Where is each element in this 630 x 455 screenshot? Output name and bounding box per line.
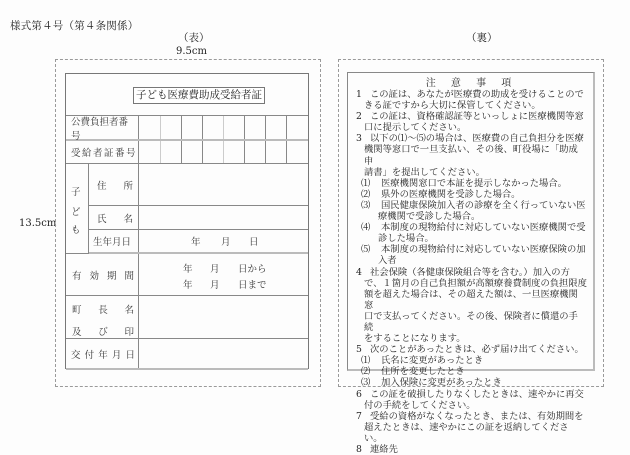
notice-item-7: 7 受給の資格がなくなったとき、または、有効期間を 超えたときは、速やかにこの証を返納してください。 — [356, 410, 584, 444]
birthdate-label: 生年月日 — [93, 237, 132, 248]
recipient-number-row — [66, 141, 308, 164]
front-card-table — [65, 73, 309, 369]
title-row — [66, 74, 308, 116]
public-payer-number-row — [66, 116, 308, 141]
child-group-label: 子 ど も — [66, 164, 89, 254]
validity-from-year: 年 — [183, 264, 193, 275]
recipient-number-label: 受給者証番号 — [71, 148, 138, 159]
validity-from-month: 月 — [210, 264, 220, 275]
width-dimension-label: 9.5cm — [176, 46, 207, 57]
notice-item-5: 5 次のことがあったときは、必ず届け出てください。 ⑴ 氏名に変更があったとき ⑵ 住所を変更したとき ⑶ 加入保険に変更があったとき — [356, 344, 584, 389]
birthdate-day: 日 — [249, 237, 259, 248]
name-row — [89, 206, 308, 230]
validity-to-year: 年 — [183, 280, 193, 291]
notice-item-1: 1 この証は、あなたが医療費の助成を受けることので きる証ですから大切に保管してください。 — [356, 89, 584, 112]
validity-to-month: 月 — [210, 280, 220, 291]
notice-title: 注 意 事 項 — [425, 78, 518, 89]
validity-to-day: 日まで — [238, 280, 267, 291]
address-row — [89, 164, 308, 206]
notice-item-6: 6 この証を破損したりなくしたときは、速やかに再交 付の手続をしてください。 — [356, 388, 584, 411]
form-number-label: 様式第４号（第４条関係） — [10, 20, 139, 32]
issue-date-label: 交 付 年 月 日 — [71, 349, 135, 361]
notice-item-2: 2 この証は、資格確認証等といっしょに医療機関等窓 口に提示してください。 — [356, 111, 584, 134]
front-side-label: （表） — [178, 32, 210, 44]
notice-item-4: 4 社会保険（各健康保険組合等を含む。）加入の方 で、１箇月の自己負担額が高額療養費制度の負担限度 額を超えた場合は、その超えた額は、一旦医療機関窓 口で支払ってください。その後、保険者に償還の手続 をすることになります。 — [356, 266, 587, 345]
validity-period-row — [66, 254, 308, 296]
back-card-notices — [347, 72, 595, 455]
mayor-seal-label: 及 び 印 — [72, 327, 134, 338]
birthdate-year: 年 — [191, 237, 201, 248]
notice-item-3: 3 以下の⑴～⑸の場合は、医療費の自己負担分を医療 機関等窓口で一旦支払い、その後、町役場に「助成申 請書」を提出してください。 ⑴ 医療機関窓口で本証を提示しなかった場合。 ⑵ 県外の医療機関を受診した場合。 ⑶ 国民健康保険加入者の診療を全く行っていない医 療機関で受診した場合。 ⑷ 本制度の現物給付に対応していない医療機関で受 診した場合。 ⑸ 本制度の現物給付に対応していない医療保険の加 入者 — [356, 133, 586, 267]
birthdate-month: 月 — [221, 237, 231, 248]
mayor-name-label: 町 長 名 — [72, 305, 134, 316]
validity-period-label: 有 効 期 間 — [72, 270, 134, 282]
mayor-name-seal-row — [66, 296, 308, 339]
name-label: 氏 名 — [97, 213, 133, 225]
public-payer-number-label: 公費負担者番号 — [71, 116, 129, 142]
height-dimension-label: 13.5cm — [19, 218, 57, 229]
notice-item-8-contact: 8 連絡先 — [356, 444, 398, 455]
card-title: 子ども医療費助成受給者証 — [133, 87, 265, 104]
back-side-label: （裏） — [466, 32, 498, 44]
birthdate-row — [89, 230, 308, 254]
issue-date-row — [66, 339, 308, 370]
validity-from-day: 日から — [238, 264, 267, 275]
address-label: 住 所 — [97, 180, 133, 192]
